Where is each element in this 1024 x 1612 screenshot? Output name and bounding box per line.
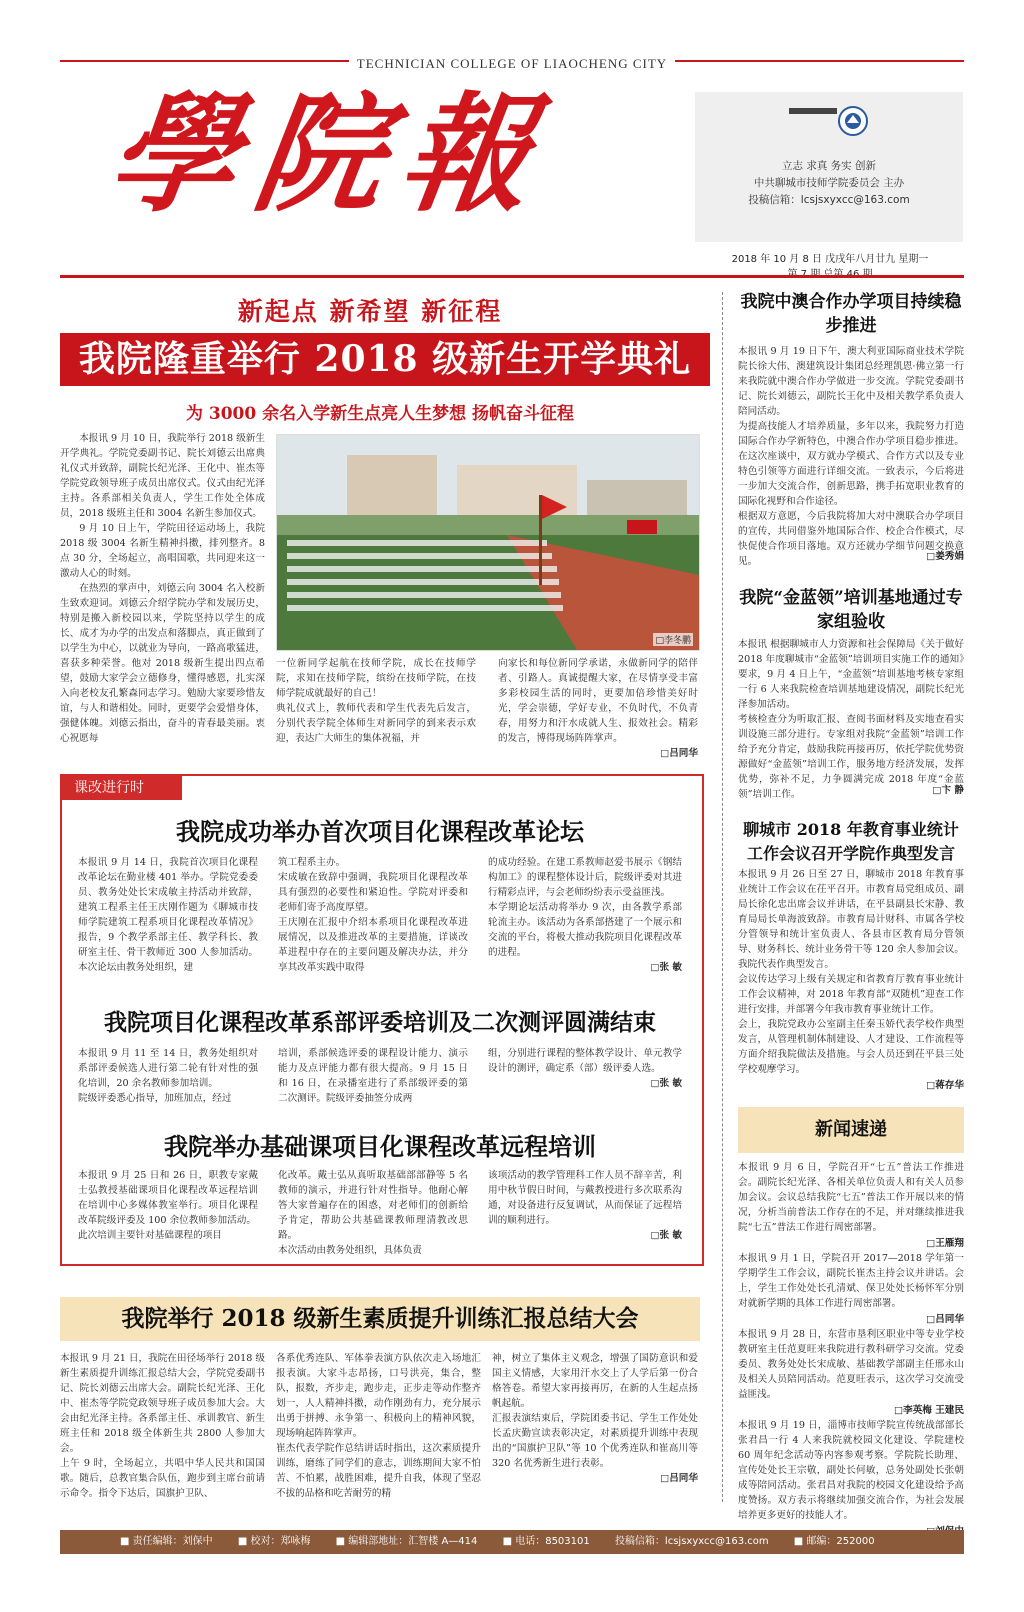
reform-a3-col3-text: 该项活动的教学管理科工作人员不辞辛苦，利用中秋节假日时间，与戴教授进行多次联系沟通，对设备进行反复调试，从而保证了远程培训的顺利进行。	[488, 1170, 682, 1226]
news-flash-text: 本报讯 9 月 1 日，学院召开 2017—2018 学年第一学期学生工作会议，副院长崔杰主持会议并讲话。会上，学生工作处处长孔清斌、保卫处处长杨怀军分别对就新学期的具体工作进行周密部署。	[738, 1253, 964, 1309]
reform-a3-col3	[488, 1168, 682, 1243]
lead-subhead: 为 3000 余名入学新生点亮人生梦想 扬帆奋斗征程	[185, 404, 575, 424]
quality-headline: 我院举行 2018 级新生素质提升训练汇报总结大会	[121, 1305, 639, 1332]
news-flash-header	[738, 1107, 964, 1153]
right-a3-byline: □蒋存华	[926, 1080, 964, 1091]
lead-headline-bar	[60, 333, 710, 386]
footer-zip: ■ 邮编：252000	[793, 1536, 875, 1547]
masthead-bottom-rule	[60, 275, 964, 278]
news-flash-text: 本报讯 9 月 28 日，东营市垦利区职业中等专业学校教研室主任范夏旺来我院进行教科研学习交流。党委委员、教务处处长宋成敏、基础教学部副主任邢永山及相关人员陪同活动。范夏旺表示，这次学习交流受益匪浅。	[738, 1329, 964, 1400]
reform-a3-col2: 化改革。戴士弘从真听取基础部部静等 5 名教师的演示，并进行针对性指导。他耐心解答大家普遍存在的困惑，对老师们的创新给予肯定，帮助公共基础课教师理清教改思路。 本次活动由教务处组织，具体负责	[278, 1170, 468, 1256]
reform-a1-col1: 本报讯 9 月 14 日，我院首次项目化课程改革论坛在勤业楼 401 举办。学院党委委员、教务处处长宋成敏主持活动并致辞，建筑工程系主任王庆刚作题为《聊城市技师学院建筑工程系项目化课程改革情况》报告，9 个教学系部主任、教学科长、教研室主任、骨干教师近 300 人参加活动。本次论坛由教务处组织，建	[78, 857, 258, 973]
reform-a3-col1: 本报讯 9 月 25 日和 26 日，职教专家戴士弘教授基础课项目化课程改革远程培训在培训中心多媒体教室举行。项目化课程改革院级评委及 100 余位教师参加活动。 此次培训主要针对基础课程的项目	[78, 1170, 258, 1241]
right-a1-byline: □姜秀娟	[926, 551, 964, 562]
lead-col2: 一位新同学起航在技师学院，成长在技师学院，求知在技师学院，缤纷在技师学院，在技师学院成就最好的自己！ 典礼仪式上，教师代表和学生代表先后发言，分别代表学院全体师生对新同学的到来表示欢迎，表达广大师生的集体祝福，并	[276, 658, 476, 744]
quality-col2: 各系优秀连队、军体拳表演方队依次走入场地汇报表演。大家斗志昂扬，口号洪亮，集合，整队，报数，齐步走，跑步走，正步走等动作整齐划一，人人精神抖擞，动作刚劲有力，充分展示出勇于拼搏、永争第一、积极向上的精神风貌，现场响起阵阵掌声。 崔杰代表学院作总结讲话时指出，这次素质提升训练，磨练了同学们的意志，训练期间大家不怕苦、不怕累，战胜困难，提升自我，体现了坚忍不拔的品格和吃苦耐劳的精	[276, 1353, 481, 1499]
lead-col3	[498, 656, 698, 761]
reform-a1-col3-text: 的成功经验。在建工系教师赵爱书展示《钢结构加工》的课程整体设计后，院级评委对其进行精彩点评，与会老师纷纷表示受益匪浅。 本学期论坛活动将举办 9 次，由各教学系部轮流主办。该活动为各系部搭建了一个展示和交流的平台，将极大推动我院项目化课程改革的进程。	[488, 857, 682, 958]
reform-tag-label: 课改进行时	[74, 780, 144, 796]
reform-a2-col1: 本报讯 9 月 11 至 14 日，教务处组织对系部评委候选人进行第二轮有针对性的强化培训，20 余名教师参加培训。 院级评委悉心指导，加班加点，经过	[78, 1048, 258, 1104]
lead-photo-caption: □李冬鹏	[653, 633, 693, 646]
right-a3-headline: 聊城市 2018 年教育事业统计工作会议召开学院作典型发言	[743, 820, 959, 863]
quality-col3	[492, 1351, 698, 1486]
ceremony-photo-image	[277, 435, 699, 650]
lead-col1-para2: 9 月 10 日上午，学院田径运动场上，我院 2018 级 3004 名新生精神抖擞，排列整齐。8 点 30 分，全场起立，高唱国歌，共同迎来这一激动人心的时刻。	[60, 523, 265, 579]
news-flash-item	[738, 1418, 964, 1537]
masthead-sponsor: 中共聊城市技师学院委员会 主办	[753, 177, 905, 189]
college-logo	[787, 104, 871, 136]
reform-a3-headline: 我院举办基础课项目化课程改革远程培训	[164, 1132, 596, 1161]
reform-a1-headline: 我院成功举办首次项目化课程改革论坛	[176, 817, 584, 846]
reform-a2-byline: □张 敏	[650, 1078, 682, 1089]
right-a2-byline: □卞 静	[932, 785, 964, 796]
lead-col1-para3: 在热烈的掌声中，刘德云向 3004 名入校新生致欢迎词。刘德云介绍学院办学和发展历史，特别是搬入新校园以来，学院坚持以学生的成长、成才为办学的出发点和落脚点，真正做到了以学生为中心，以就业为导向，一路高歌猛进，喜获多种荣誉。他对 2018 级新生提出四点希望，鼓励大家学会立德修身，懂得感恩，扎实深入向老校友孔繁森同志学习。勉励大家要珍惜友谊，与人和谐相处。同时，更要学会爱惜身体，强健体魄。刘德云指出，奋斗的青春最美丽。衷心祝愿每	[60, 583, 265, 744]
reform-a2-col3-text: 组，分别进行课程的整体教学设计、单元教学设计的测评，确定系（部）级评委人选。	[488, 1048, 682, 1074]
quality-col1: 本报讯 9 月 21 日，我院在田径场举行 2018 级新生素质提升训练汇报总结大会，学院党委副书记、院长刘德云出席大会。副院长纪光泽、王化中、崔杰等学院党政领导班子成员参加大会。大会由纪光泽主持。各系部主任、承训教官、新生班主任和 2018 级全体新生共 2800 人参加大会。 上午 9 时，全场起立，共唱中华人民共和国国歌。随后，总教官集合队伍，跑步到主席台前请示命令。指令下达后，国旗护卫队、	[60, 1353, 265, 1499]
news-flash-byline: □吕同华	[926, 1314, 964, 1325]
reform-a2-col3	[488, 1046, 682, 1091]
news-flash-item	[738, 1327, 964, 1416]
masthead-title: 學院報	[99, 80, 559, 230]
news-flash-byline: □王雁翔	[926, 1238, 964, 1249]
right-a2-text: 本报讯 根据聊城市人力资源和社会保障局《关于做好 2018 年度聊城市“金蓝领”培训项目实施工作的通知》要求，9 月 4 日上午，“金蓝领”培训基地考核专家组一行 6 人来我院检查培训基地建设情况，副院长纪光泽参加活动。 考核检查分为听取汇报、查阅书面材料及实地查看实训设施三部分进行。专家组对我院“金蓝领”培训工作给予充分肯定，鼓励我院再接再厉，依托学院优势资源做好“金蓝领”培训工作，服务地方经济发展，发挥优势，弥补不足，力争圆满完成 2018 年度“金蓝领”培训工作。	[738, 639, 964, 800]
lead-col1-para1: 本报讯 9 月 10 日，我院举行 2018 级新生开学典礼。学院党委副书记、院长刘德云出席典礼仪式并致辞，副院长纪光泽、王化中、崔杰等学院党政领导班子成员出席仪式。仪式由纪光泽主持。各系部相关负责人，学生工作处全体成员，2018 级班主任和 3004 名新生参加仪式。	[60, 433, 265, 519]
column-separator	[722, 292, 723, 1502]
quality-byline: □吕同华	[660, 1473, 698, 1484]
reform-a2-col2: 培训，系部候选评委的课程设计能力、演示能力及点评能力都有很大提高。9 月 15 日和 16 日，在录播室进行了系部级评委的第二次测评。院级评委抽签分成两	[278, 1048, 468, 1104]
masthead-en-name: TECHNICIAN COLLEGE OF LIAOCHENG CITY	[349, 56, 675, 71]
quality-col3-text: 神，树立了集体主义观念，增强了国防意识和爱国主义情感，大家用汗水交上了人学后第一份合格答卷。希望大家再接再厉，在新的人生起点扬帆起航。 汇报表演结束后，学院团委书记、学生工作处处长孟庆勤宣读表彰决定，对素质提升训练中表现出的“国旗护卫队”等 10 个优秀连队和崔高川等 320 名优秀新生进行表彰。	[492, 1353, 698, 1469]
masthead-email: 投稿信箱：lcsjsxyxcc@163.com	[748, 194, 910, 206]
footer-editor: ■ 责任编辑：刘保中	[120, 1536, 213, 1547]
footer-address: ■ 编辑部地址：汇智楼 A—414	[335, 1536, 478, 1547]
lead-kicker: 新起点 新希望 新征程	[237, 297, 503, 326]
issue-date: 2018 年 10 月 8 日 戊戌年八月廿九 星期一	[731, 254, 929, 265]
reform-tag	[62, 776, 182, 800]
lead-col3-byline: □吕同华	[660, 748, 698, 759]
reform-a1-col2: 筑工程系主办。 宋成敏在致辞中强调，我院项目化课程改革具有强烈的必要性和紧迫性。学院对评委和老师们寄予高度厚望。 王庆刚在汇报中介绍本系项目化课程改革进展情况，以及推进改革的主要措施，详谈改革进程中存在的主要问题及解决办法，并分享其改革实践中取得	[278, 857, 468, 973]
footer-bar	[60, 1530, 964, 1554]
quality-headline-bar	[60, 1297, 700, 1341]
reform-a3-byline: □张 敏	[650, 1230, 682, 1241]
reform-a1-col3	[488, 855, 682, 975]
masthead-en-wrap	[60, 53, 964, 72]
college-logo-icon	[787, 104, 871, 136]
right-a2-headline: 我院“金蓝领”培训基地通过专家组验收	[739, 588, 963, 632]
masthead-info-box	[695, 92, 963, 242]
news-flash-text: 本报讯 9 月 6 日，学院召开“七五”普法工作推进会。副院长纪光泽、各相关单位负责人和有关人员参加会议。会议总结我院“七五”普法工作开展以来的情况，分析当前普法工作存在的不足，并对继续推进我院“七五”普法工作进行周密部署。	[738, 1162, 964, 1233]
reform-a2-headline: 我院项目化课程改革系部评委培训及二次测评圆满结束	[104, 1009, 656, 1036]
right-a1-text: 本报讯 9 月 19 日下午，澳大利亚国际商业技术学院院长徐大伟、澳建筑设计集团总经理凯恩·佛立第一行来我院就中澳合作办学做进一步交流。学院党委副书记、院长刘德云，副院长王化中及相关教学系负责人陪同活动。 为提高技能人才培养质量，多年以来，我院努力打造国际合作办学新特色，中澳合作办学项目稳步推进。在这次座谈中，双方就办学模式、合作方式以及专业特色引领等方面进行详细交流。一致表示，今后将进一步加大交流合作，创新思路，携手拓宽职业教育的国际化视野和合作途径。 根据双方意愿，今后我院将加大对中澳联合办学项目的宣传，共同借鉴外地国际合作、校企合作模式，尽快促使合作项目落地。双方还就办学细节问题交换意见。	[738, 346, 964, 567]
lead-col1	[60, 431, 265, 746]
footer-email: 投稿信箱：lcsjsxyxcc@163.com	[614, 1536, 769, 1547]
reform-a1-byline: □张 敏	[650, 962, 682, 973]
footer-phone: ■ 电话：8503101	[502, 1536, 590, 1547]
news-flash-title: 新闻速递	[815, 1119, 887, 1140]
lead-col3-text: 向家长和每位新同学承诺，永做新同学的陪伴者、引路人。真诚提醒大家，在尽情享受丰富多彩校园生活的同时，更要加倍珍惜美好时光，学会崇德，学好专业，不负时代，不负青春，用努力和汗水成就人生、报效社会。精彩的发言，博得现场阵阵掌声。	[498, 658, 698, 744]
news-flash-list	[738, 1160, 964, 1537]
masthead-motto: 立志 求真 务实 创新	[781, 160, 876, 172]
right-a3-text: 本报讯 9 月 26 日至 27 日，聊城市 2018 年教育事业统计工作会议在茌平召开。市教育局党组成员、副局长徐化忠出席会议并讲话，在平县副县长宋静、教育局局长单海波致辞。市教育局计财科、市属各学校分管领导和统计室负责人、各县市区教育局分管领导、财务科长、统计业务骨干等 120 余人参加会议。我院代表作典型发言。 会议传达学习上级有关规定和省教育厅教育事业统计工作会议精神，对 2018 年教育部“双随机”迎查工作进行安排，并部署今年我市教育事业统计工作。 会上，我院党政办公室副主任秦玉娇代表学校作典型发言，从管理机制体制建设、人才建设、工作流程等方面介绍我院做法及措施。与会人员还到茌平县三处学校观摩学习。	[738, 869, 964, 1075]
news-flash-item	[738, 1251, 964, 1325]
news-flash-byline: □李英梅 王建民	[894, 1405, 964, 1416]
footer-proof: ■ 校对：郑咏梅	[237, 1536, 311, 1547]
lead-headline: 我院隆重举行 2018 级新生开学典礼	[78, 338, 692, 380]
right-a1-headline: 我院中澳合作办学项目持续稳步推进	[740, 292, 962, 336]
news-flash-item	[738, 1160, 964, 1249]
news-flash-text: 本报讯 9 月 19 日，淄博市技师学院宣传统战部部长张君昌一行 4 人来我院就校园文化建设、学院建校 60 周年纪念活动等内容参观考察。学院院长助理、宣传处处长王宗敬，副处长何敏，总务处副处长张朝成等陪同活动。张君昌对我院的校园文化建设给予高度赞扬。双方表示将继续加强交流合作，为社会发展培养更多更好的技能人才。	[738, 1420, 964, 1521]
lead-photo	[276, 434, 700, 651]
